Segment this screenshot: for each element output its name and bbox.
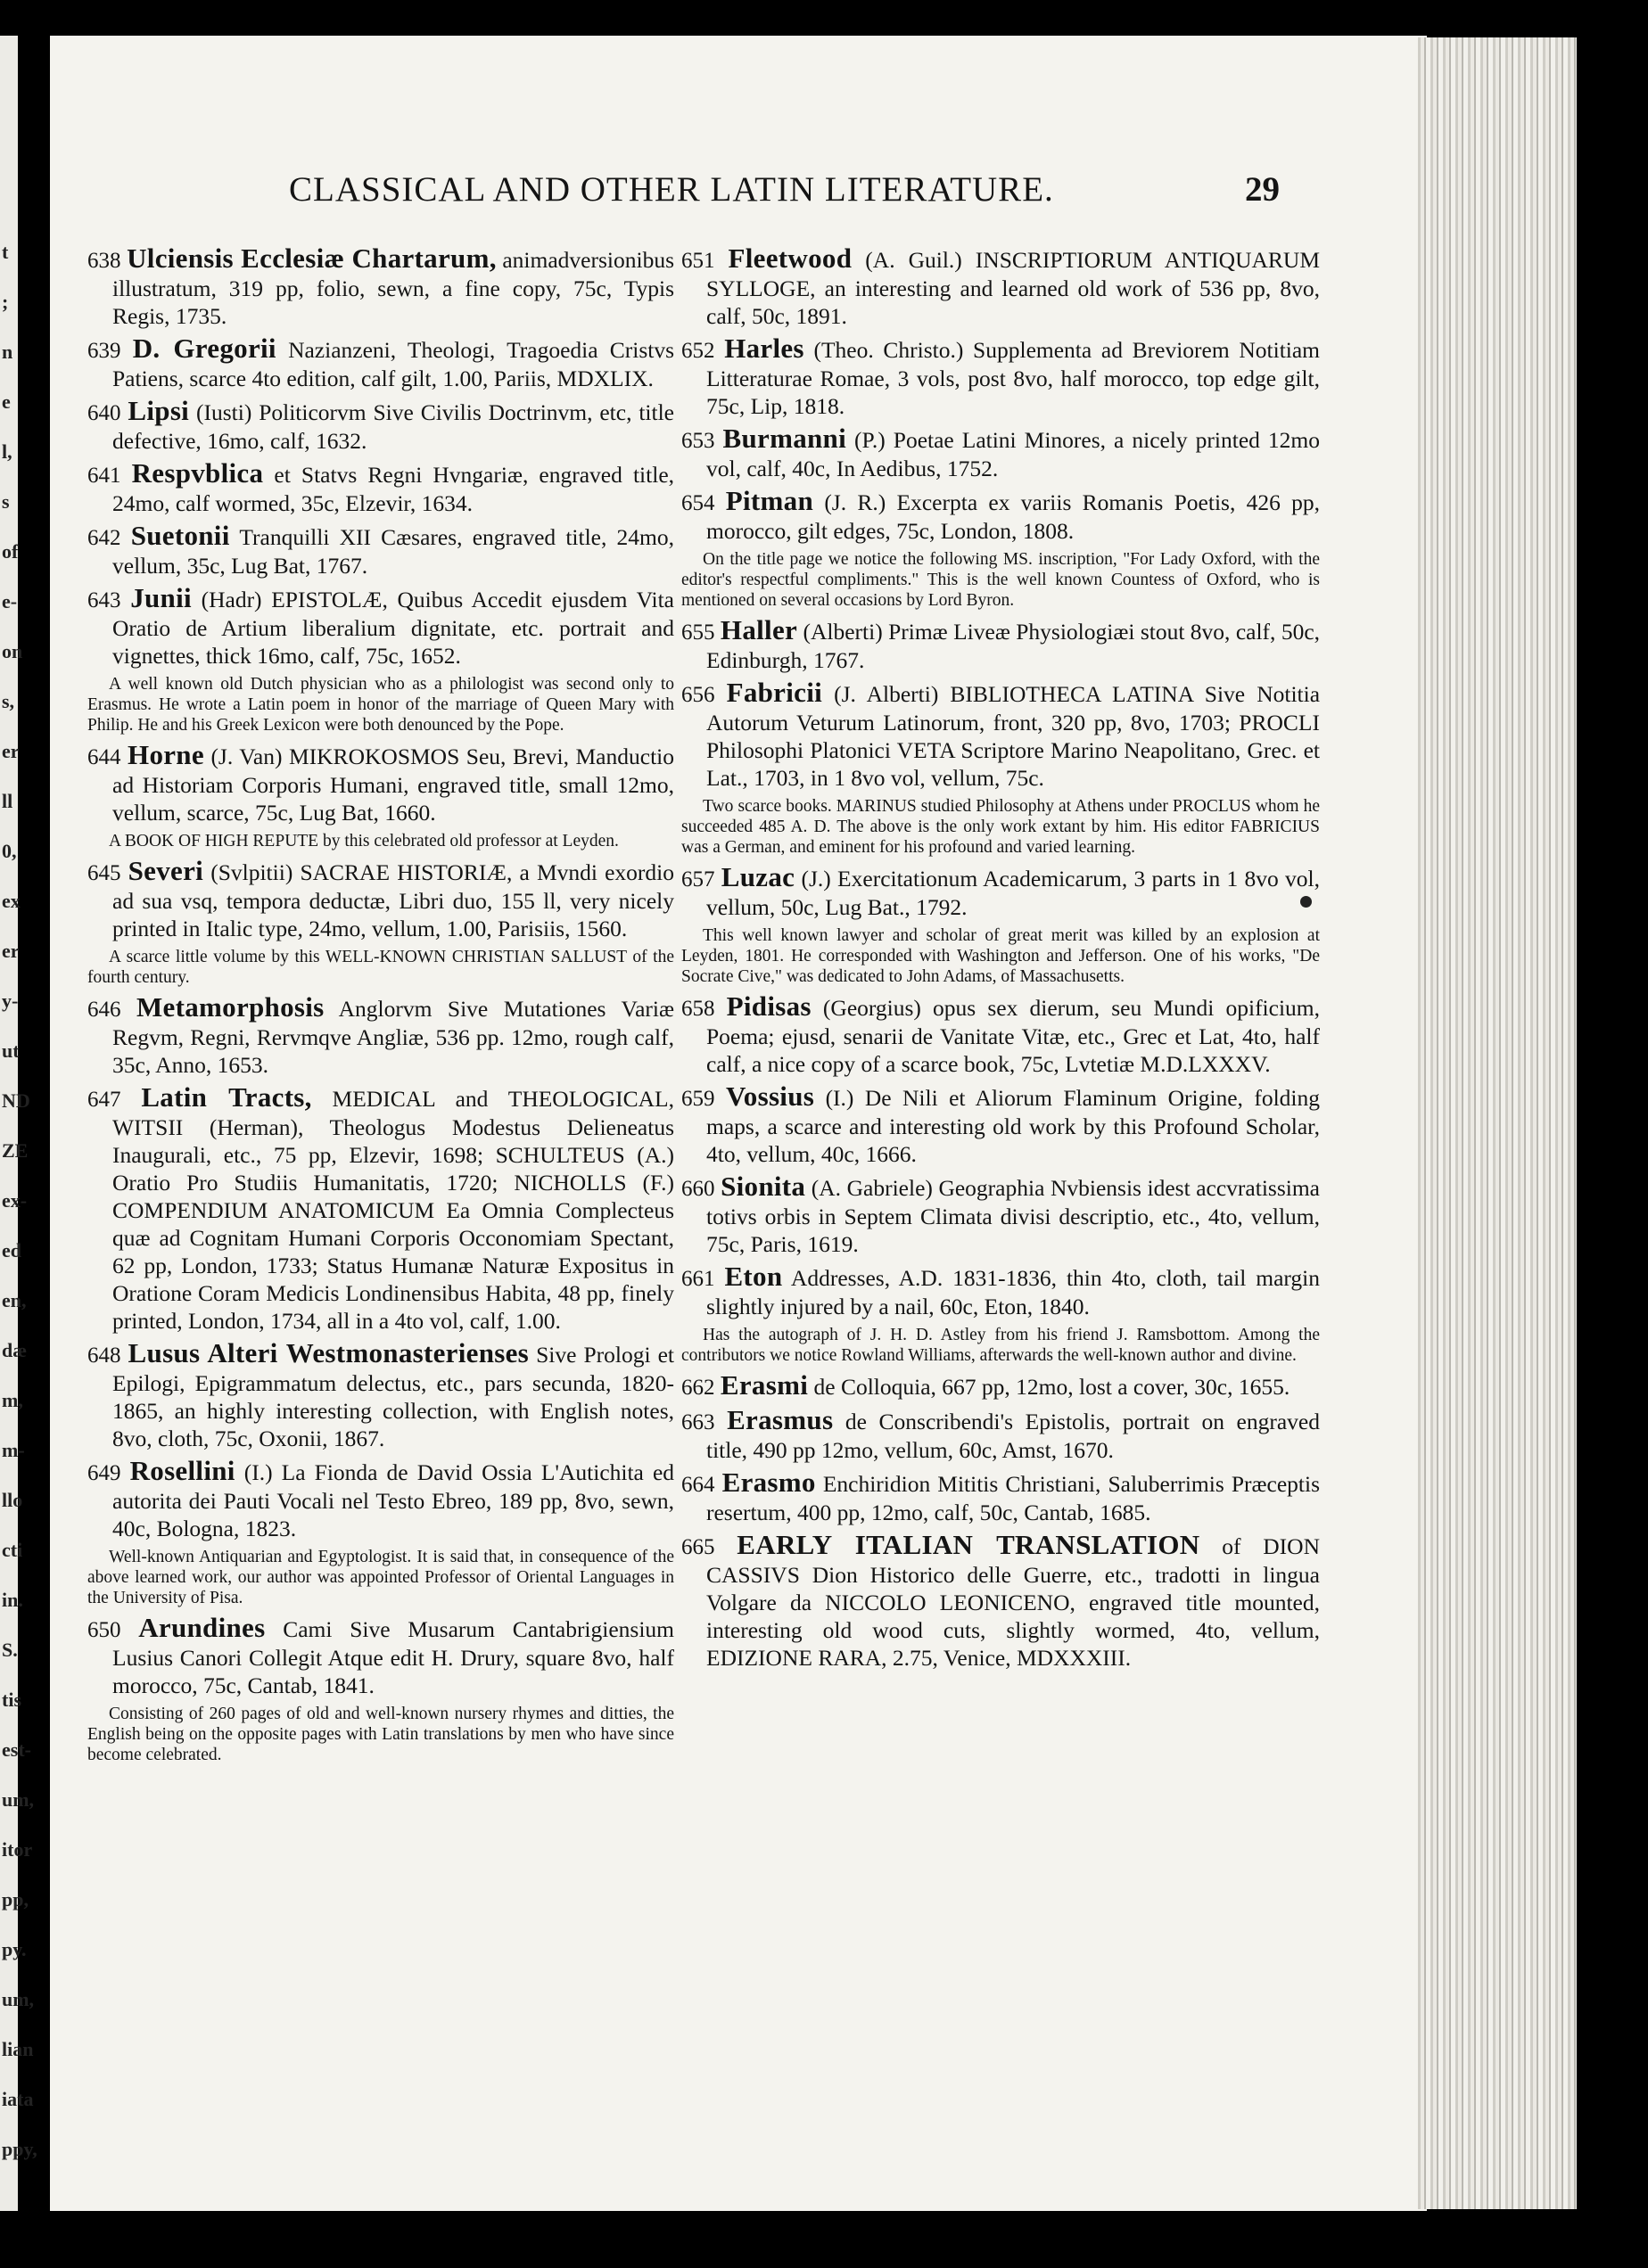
margin-fragment: py. bbox=[2, 1938, 27, 1960]
catalog-entry bbox=[87, 1339, 674, 1452]
catalog-entry bbox=[87, 993, 674, 1079]
catalog-entry bbox=[681, 678, 1320, 792]
catalog-entry bbox=[681, 863, 1320, 921]
margin-fragment: er bbox=[2, 940, 20, 962]
margin-fragment: en, bbox=[2, 1289, 27, 1311]
margin-fragment: um, bbox=[2, 1988, 35, 2010]
margin-fragment: in. bbox=[2, 1589, 23, 1611]
entry-text: Cami Sive Musarum Cantabrigiensium Lusius Canori Collegit Atque edit H. Drury, square 8vo, half morocco, 75c, Cantab, 1841. bbox=[112, 1616, 675, 1698]
entry-number: 658 bbox=[681, 997, 715, 1021]
entry-note: Two scarce books. MARINUS studied Philosophy at Athens under PROCLUS whom he succeeded 485 A. D. The above is the only work extant by him. His editor FABRICIUS was a German, and eminent for his profound and varied learning. bbox=[681, 797, 1320, 857]
entry-heading: Haller bbox=[720, 614, 798, 645]
entry-number: 641 bbox=[87, 464, 121, 488]
entry-number: 655 bbox=[681, 620, 715, 645]
catalog-entry bbox=[681, 1468, 1320, 1526]
catalog-entry bbox=[681, 244, 1320, 330]
entry-heading: Pitman bbox=[725, 485, 814, 516]
margin-fragment: dæ bbox=[2, 1339, 28, 1361]
entry-heading: Burmanni bbox=[722, 423, 847, 454]
catalog-entry bbox=[681, 487, 1320, 545]
catalog-entry bbox=[681, 1082, 1320, 1168]
entry-note: On the title page we notice the following MS. inscription, "For Lady Oxford, with the editor's respectful compliments." This is the well known Countess of Oxford, who is mentioned on several occasions by Lord Byron. bbox=[681, 550, 1320, 610]
catalog-entry bbox=[87, 857, 674, 942]
margin-fragment: ND bbox=[2, 1089, 30, 1112]
catalog-entry bbox=[87, 584, 674, 670]
entry-text: MEDICAL and THEOLOGICAL, WITSII (Herman), Theologus Modestus Delieneatus Inaugurali, etc., 75 pp, Elzevir, 1698; SCHULTEUS (A.) Oratio Pro Studiis Humanitatis, 1720; NICHOLLS (F.) COMPENDIUM ANATOMICUM Ea Omnia Complecteus quæ ad Cognitam Humani Corporis Occonomiam Spectant, 62 pp, London, 1733; Status Humanæ Naturæ Expositus in Oratione Coram Medicis Londinensibus Habita, 48 pp, finely printed, London, 1734, all in a 4to vol, calf, 1.00. bbox=[112, 1086, 674, 1334]
margin-fragment: s bbox=[2, 490, 10, 513]
entry-text: (Iusti) Politicorvm Sive Civilis Doctrinvm, etc, title defective, 16mo, calf, 1632. bbox=[112, 399, 675, 454]
entry-heading: Metamorphosis bbox=[136, 991, 325, 1023]
entry-heading: D. Gregorii bbox=[132, 333, 276, 364]
margin-fragment: ZE bbox=[2, 1139, 29, 1162]
catalog-entry bbox=[681, 1406, 1320, 1464]
entry-heading: Vossius bbox=[725, 1081, 815, 1112]
entry-text: Sive Prologi et Epilogi, Epigrammatum delectus, etc., pars secunda, 1820-1865, an highly interesting collection, with English notes, 8vo, cloth, 75c, Oxonii, 1867. bbox=[112, 1342, 674, 1451]
entry-text: de Colloquia, 667 pp, 12mo, lost a cover, 30c, 1655. bbox=[813, 1374, 1290, 1400]
entry-text: Enchiridion Mititis Christiani, Saluberrimis Præceptis resertum, 400 pp, 12mo, calf, 50c, Cantab, 1685. bbox=[706, 1471, 1321, 1525]
catalog-entry bbox=[87, 334, 674, 392]
entry-number: 651 bbox=[681, 249, 715, 273]
entry-text: (J. Alberti) BIBLIOTHECA LATINA Sive Notitia Autorum Veturum Latinorum, front, 320 pp, 8vo, 1703; PROCLI Philosophi Platonici VETA Scriptore Marino Neapolitano, Grec. et Lat., 1703, in 1 8vo vol, vellum, 75c. bbox=[706, 681, 1321, 791]
margin-fragment: tis bbox=[2, 1689, 21, 1711]
margin-fragment: ed bbox=[2, 1239, 21, 1261]
entry-note: A scarce little volume by this WELL-KNOWN CHRISTIAN SALLUST of the fourth century. bbox=[87, 948, 674, 987]
entry-heading: Erasmo bbox=[721, 1467, 816, 1498]
entry-number: 638 bbox=[87, 249, 121, 273]
margin-fragment: n bbox=[2, 341, 13, 363]
margin-fragment: S. bbox=[2, 1639, 18, 1661]
margin-fragment: ppy, bbox=[2, 2138, 37, 2160]
entry-number: 639 bbox=[87, 339, 121, 363]
catalog-entry bbox=[681, 1262, 1320, 1320]
entry-heading: Ulciensis Ecclesiæ Chartarum, bbox=[127, 242, 497, 274]
entry-heading: Pidisas bbox=[726, 990, 812, 1022]
entry-text: Tranquilli XII Cæsares, engraved title, 24mo, vellum, 35c, Lug Bat, 1767. bbox=[112, 524, 674, 579]
entry-number: 649 bbox=[87, 1461, 121, 1485]
catalog-entry bbox=[87, 1457, 674, 1542]
entry-number: 646 bbox=[87, 998, 121, 1022]
entry-number: 660 bbox=[681, 1177, 715, 1201]
entry-heading: Junii bbox=[130, 582, 192, 613]
entry-text: Anglorvm Sive Mutationes Variæ Regvm, Regni, Rervmqve Angliæ, 536 pp. 12mo, rough calf, 35c, Anno, 1653. bbox=[112, 996, 674, 1078]
margin-fragment: er bbox=[2, 740, 20, 762]
margin-fragment: est- bbox=[2, 1738, 31, 1761]
entry-heading: Arundines bbox=[138, 1612, 266, 1643]
margin-fragment: ex bbox=[2, 890, 21, 912]
entry-note: Has the autograph of J. H. D. Astley from his friend J. Ramsbottom. Among the contributors we notice Rowland Williams, afterwards the well-known author and divine. bbox=[681, 1326, 1320, 1365]
margin-fragment: on bbox=[2, 640, 23, 662]
entry-heading: Sionita bbox=[721, 1171, 806, 1202]
entry-text: (Svlpitii) SACRAE HISTORIÆ, a Mvndi exordio ad sua vsq, tempora deductæ, Libri duo, 155 ll, very nicely printed in Italic type, 24mo, vellum, 1.00, Parisiis, 1560. bbox=[112, 859, 674, 941]
entry-number: 642 bbox=[87, 526, 121, 550]
entry-text: (J. Van) MIKROKOSMOS Seu, Brevi, Manductio ad Historiam Corporis Humani, engraved title, small 12mo, vellum, scarce, 75c, Lug Bat, 1660. bbox=[112, 744, 674, 826]
margin-fragment: ; bbox=[2, 291, 9, 313]
entry-note: Consisting of 260 pages of old and well-known nursery rhymes and ditties, the English being on the opposite pages with Latin translations by men who have since become celebrated. bbox=[87, 1705, 674, 1764]
catalog-entry bbox=[681, 616, 1320, 674]
entry-number: 664 bbox=[681, 1473, 715, 1497]
entry-number: 640 bbox=[87, 401, 121, 425]
margin-fragment: llo bbox=[2, 1489, 23, 1511]
entry-note: A BOOK OF HIGH REPUTE by this celebrated old professor at Leyden. bbox=[109, 832, 619, 850]
margin-fragment: of bbox=[2, 540, 19, 563]
page-header bbox=[50, 169, 1427, 214]
entry-text: Addresses, A.D. 1831-1836, thin 4to, cloth, tail margin slightly injured by a nail, 60c, Eton, 1840. bbox=[706, 1265, 1321, 1319]
entry-number: 644 bbox=[87, 745, 121, 769]
entry-text: (A. Guil.) INSCRIPTIORUM ANTIQUARUM SYLLOGE, an interesting and learned old work of 536 pp, 8vo, calf, 50c, 1891. bbox=[706, 247, 1321, 329]
entry-heading: Rosellini bbox=[129, 1455, 235, 1486]
entry-heading: Harles bbox=[724, 333, 804, 364]
entry-text: (J. R.) Excerpta ex variis Romanis Poetis, 426 pp, morocco, gilt edges, 75c, London, 1808. bbox=[706, 489, 1321, 544]
entry-heading: Fleetwood bbox=[728, 242, 853, 274]
book-page bbox=[50, 36, 1427, 2211]
entry-number: 648 bbox=[87, 1344, 121, 1368]
entry-number: 665 bbox=[681, 1535, 715, 1559]
margin-fragment: cti bbox=[2, 1539, 23, 1561]
entry-number: 656 bbox=[681, 683, 715, 707]
margin-ink-dot bbox=[1300, 896, 1312, 908]
entry-text: (Georgius) opus sex dierum, seu Mundi opificium, Poema; ejusd, senarii de Vanitate Vitæ, etc., Grec et Lat, 4to, half calf, a nice copy of a scarce book, 75c, Lvtetiæ M.D.LXXXV. bbox=[706, 995, 1321, 1077]
entry-text: (A. Gabriele) Geographia Nvbiensis idest accvratissima totivs orbis in Septem Climata divisi descriptio, etc., 4to, vellum, 75c, Paris, 1619. bbox=[706, 1175, 1320, 1257]
entry-text: (P.) Poetae Latini Minores, a nicely printed 12mo vol, calf, 40c, In Aedibus, 1752. bbox=[706, 427, 1321, 481]
entry-heading: Fabricii bbox=[726, 677, 823, 708]
catalog-entry bbox=[681, 992, 1320, 1078]
entry-number: 661 bbox=[681, 1267, 715, 1291]
catalog-entry bbox=[87, 397, 674, 455]
entry-number: 643 bbox=[87, 588, 121, 612]
catalog-entry bbox=[681, 334, 1320, 420]
entry-heading: Erasmus bbox=[727, 1404, 834, 1435]
running-title: CLASSICAL AND OTHER LATIN LITERATURE. bbox=[289, 170, 1054, 209]
catalog-entry bbox=[681, 1531, 1320, 1672]
entry-text: (I.) De Nili et Aliorum Flaminum Origine, folding maps, a scarce and interesting old work by this Profound Scholar, 4to, vellum, 40c, 1666. bbox=[706, 1085, 1321, 1167]
entry-heading: Eton bbox=[724, 1261, 783, 1292]
entry-text: of DION CASSIVS Dion Historico delle Guerre, etc., tradotti in lingua Volgare da NICCOLO LEONICENO, engraved title mounted, interesting old wood cuts, slightly wormed, 4to, vellum, EDIZIONE RARA, 2.75, Venice, MDXXXIII. bbox=[706, 1533, 1321, 1671]
entry-text: de Conscribendi's Epistolis, portrait on engraved title, 490 pp 12mo, vellum, 60c, Amst, 1670. bbox=[706, 1409, 1320, 1463]
entry-text: (Alberti) Primæ Liveæ Physiologiæi stout 8vo, calf, 50c, Edinburgh, 1767. bbox=[706, 619, 1321, 673]
margin-fragment: pp, bbox=[2, 1888, 29, 1911]
margin-fragment: itor bbox=[2, 1838, 33, 1861]
entry-number: 650 bbox=[87, 1618, 121, 1642]
catalog-entry bbox=[681, 424, 1320, 482]
entry-text: (Hadr) EPISTOLÆ, Quibus Accedit ejusdem Vita Oratio de Artium liberalium dignitate, etc. portrait and vignettes, thick 16mo, calf, 75c, 1652. bbox=[112, 587, 675, 669]
entry-note: A well known old Dutch physician who as a philologist was second only to Erasmus. He wrote a Latin poem in honor of the marriage of Queen Mary with Philip. He and his Greek Lexicon were both denounced by the Pope. bbox=[87, 675, 674, 735]
catalog-entry bbox=[87, 522, 674, 579]
catalog-entry bbox=[681, 1172, 1320, 1258]
entry-heading: Severi bbox=[128, 855, 204, 886]
entry-note: This well known lawyer and scholar of great merit was killed by an explosion at Leyden, 1801. He corresponded with Washington and Jefferson. One of his works, "De Socrate Cive," was dedicated to John Adams, of Massachusetts. bbox=[681, 926, 1320, 986]
margin-fragment: e bbox=[2, 390, 11, 413]
entry-heading: Erasmi bbox=[720, 1369, 809, 1401]
entry-number: 662 bbox=[681, 1376, 715, 1400]
right-column bbox=[681, 244, 1320, 1676]
catalog-entry bbox=[87, 741, 674, 826]
entry-number: 659 bbox=[681, 1087, 715, 1111]
margin-fragment: m, bbox=[2, 1389, 23, 1411]
entry-number: 645 bbox=[87, 861, 121, 885]
entry-text: Nazianzeni, Theologi, Tragoedia Cristvs Patiens, scarce 4to edition, calf gilt, 1.00, Pariis, MDXLIX. bbox=[112, 337, 675, 391]
margin-fragment: ll bbox=[2, 790, 13, 812]
entry-text: (Theo. Christo.) Supplementa ad Breviorem Notitiam Litteraturae Romae, 3 vols, post 8vo, half morocco, top edge gilt, 75c, Lip, 1818. bbox=[706, 337, 1321, 419]
page-edges bbox=[1418, 37, 1577, 2209]
margin-fragment: t bbox=[2, 241, 9, 263]
entry-number: 657 bbox=[681, 867, 715, 892]
entry-text: (J.) Exercitationum Academicarum, 3 parts in 1 8vo vol, vellum, 50c, Lug Bat., 1792. bbox=[706, 866, 1321, 920]
catalog-entry bbox=[681, 1371, 1320, 1401]
left-column bbox=[87, 244, 674, 1771]
entry-text: animadversionibus illustratum, 319 pp, folio, sewn, a fine copy, 75c, Typis Regis, 1735. bbox=[112, 247, 674, 329]
margin-fragment: e- bbox=[2, 590, 18, 612]
margin-fragment: y- bbox=[2, 990, 19, 1012]
entry-heading: Luzac bbox=[721, 861, 795, 892]
page-number: 29 bbox=[1245, 170, 1280, 209]
entry-number: 652 bbox=[681, 339, 715, 363]
catalog-entry bbox=[87, 1083, 674, 1335]
adjacent-page-sliver bbox=[0, 36, 37, 2211]
catalog-entry bbox=[87, 244, 674, 330]
entry-text: (I.) La Fionda de David Ossia L'Autichita ed autorita dei Pauti Vocali nel Testo Ebreo, 189 pp, 8vo, sewn, 40c, Bologna, 1823. bbox=[112, 1459, 675, 1541]
margin-fragment: l, bbox=[2, 440, 12, 463]
entry-heading: Suetonii bbox=[130, 520, 230, 551]
margin-fragment: lian bbox=[2, 2038, 34, 2060]
entry-number: 663 bbox=[681, 1410, 715, 1434]
entry-heading: Latin Tracts, bbox=[141, 1081, 312, 1113]
entry-heading: EARLY ITALIAN TRANSLATION bbox=[737, 1529, 1200, 1560]
entry-number: 647 bbox=[87, 1088, 121, 1112]
catalog-entry bbox=[87, 459, 674, 517]
entry-heading: Lusus Alteri Westmonasterienses bbox=[128, 1337, 530, 1368]
entry-number: 654 bbox=[681, 491, 715, 515]
margin-fragment: s, bbox=[2, 690, 15, 712]
margin-fragment: ex- bbox=[2, 1189, 28, 1212]
entry-heading: Horne bbox=[128, 739, 204, 770]
entry-heading: Respvblica bbox=[131, 457, 264, 489]
entry-note: Well-known Antiquarian and Egyptologist. It is said that, in consequence of the above learned work, our author was appointed Professor of Oriental Languages in the University of Pisa. bbox=[87, 1548, 674, 1607]
entry-text: et Statvs Regni Hvngariæ, engraved title, 24mo, calf wormed, 35c, Elzevir, 1634. bbox=[112, 462, 675, 516]
margin-fragment: iata bbox=[2, 2088, 34, 2110]
margin-fragment: um, bbox=[2, 1788, 35, 1811]
entry-number: 653 bbox=[681, 429, 715, 453]
margin-fragment: m- bbox=[2, 1439, 25, 1461]
catalog-entry bbox=[87, 1614, 674, 1699]
margin-fragment: ut bbox=[2, 1040, 20, 1062]
margin-fragment: 0, bbox=[2, 840, 17, 862]
entry-heading: Lipsi bbox=[128, 395, 190, 426]
